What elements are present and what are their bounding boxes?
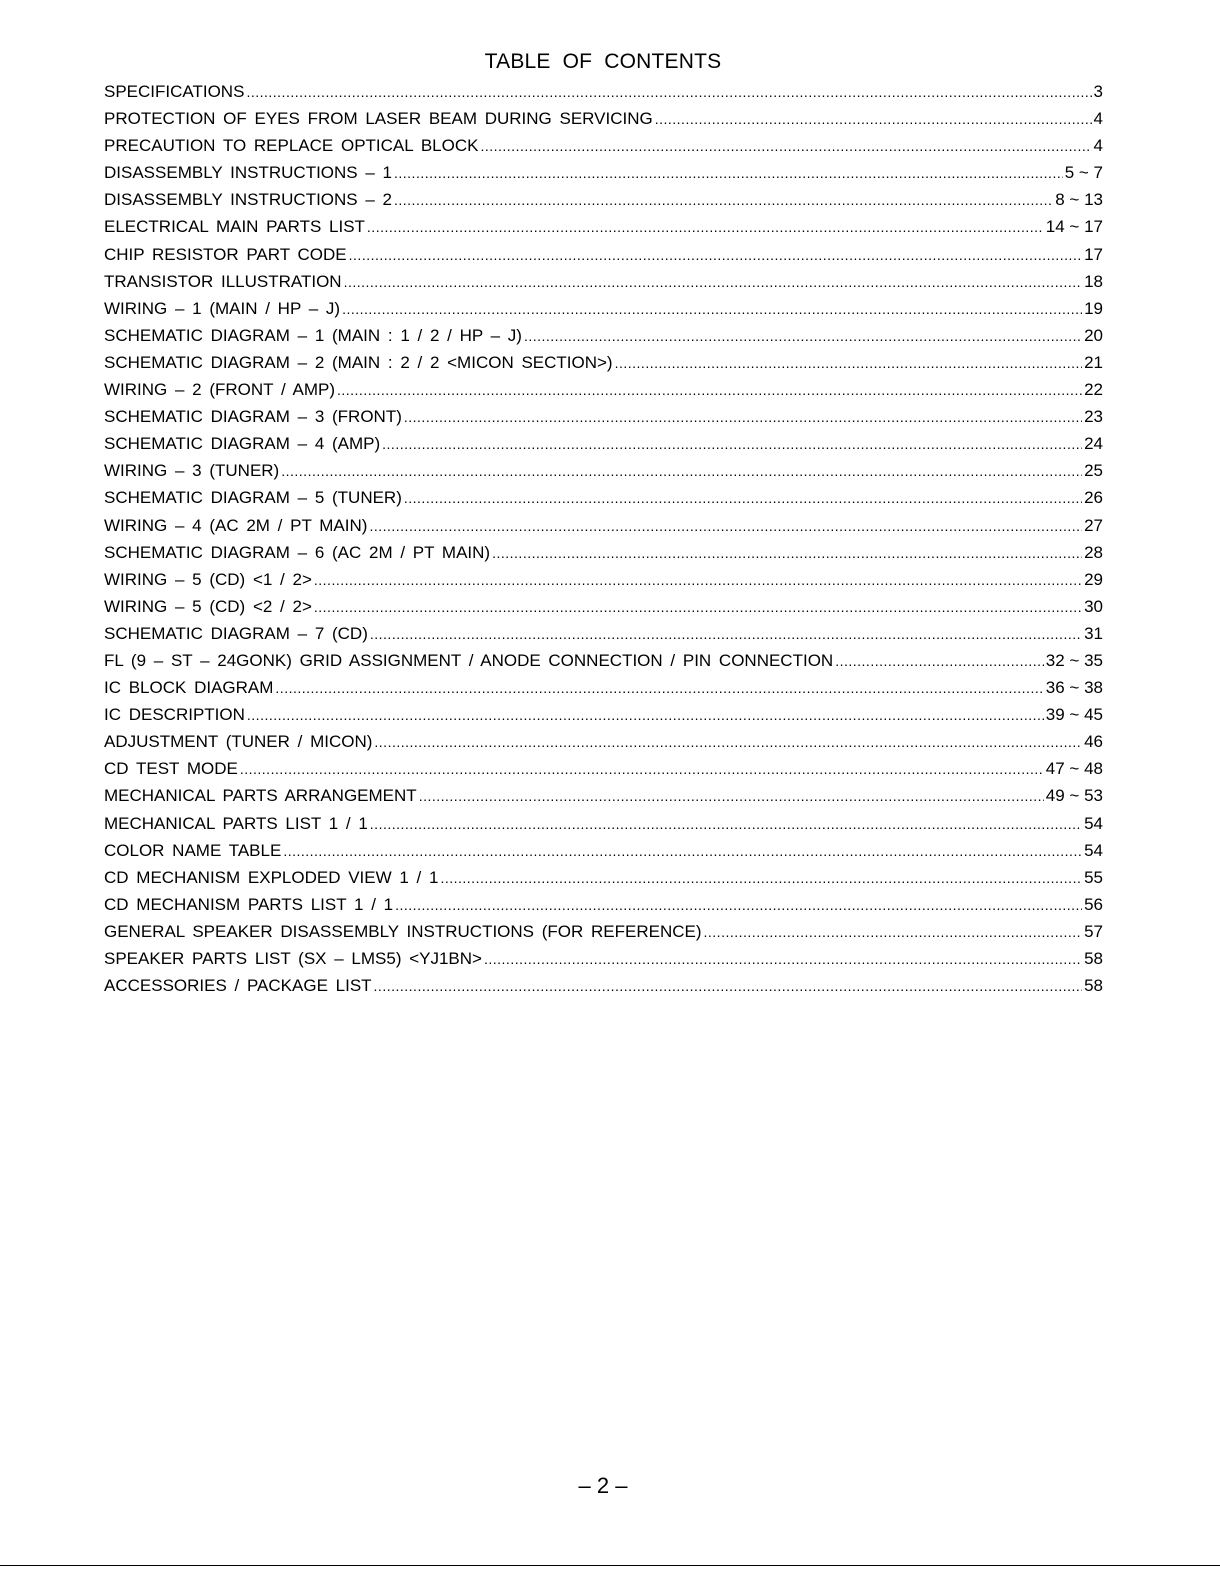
toc-entry-title: PRECAUTION TO REPLACE OPTICAL BLOCK (104, 136, 479, 156)
toc-entry-title: CD MECHANISM EXPLODED VIEW 1 / 1 (104, 867, 439, 887)
toc-entry-page: 24 (1084, 434, 1103, 454)
toc-entry (104, 105, 1103, 132)
toc-entry-page: 14 ~ 17 (1045, 217, 1103, 237)
toc-entry (104, 918, 1103, 945)
toc-entry-title: GENERAL SPEAKER DISASSEMBLY INSTRUCTIONS (FOR REFERENCE) (104, 921, 702, 941)
toc-entry (104, 566, 1103, 593)
dot-leader (374, 973, 1083, 1000)
toc-entry (104, 213, 1103, 240)
dot-leader (394, 187, 1053, 214)
dot-leader (615, 350, 1082, 377)
toc-entry (104, 295, 1103, 322)
toc-entry-page: 55 (1084, 867, 1103, 887)
dot-leader (281, 458, 1082, 485)
toc-entry-page: 54 (1084, 813, 1103, 833)
page-title: TABLE OF CONTENTS (484, 50, 722, 73)
dot-leader (524, 323, 1082, 350)
toc-entry-title: ACCESSORIES / PACKAGE LIST (104, 976, 372, 996)
toc-entry-title: SCHEMATIC DIAGRAM – 3 (FRONT) (104, 407, 402, 427)
toc-entry-title: CD MECHANISM PARTS LIST 1 / 1 (104, 894, 394, 914)
dot-leader (655, 106, 1092, 133)
dot-leader (342, 296, 1082, 323)
toc-entry (104, 376, 1103, 403)
toc-entry-page: 5 ~ 7 (1064, 163, 1103, 183)
toc-entry-page: 17 (1084, 244, 1103, 264)
toc-entry-page: 19 (1084, 298, 1103, 318)
toc-entry-title: SCHEMATIC DIAGRAM – 6 (AC 2M / PT MAIN) (104, 542, 491, 562)
dot-leader (283, 838, 1082, 865)
toc-entry-title: WIRING – 2 (FRONT / AMP) (104, 380, 335, 400)
dot-leader (370, 621, 1082, 648)
dot-leader (275, 675, 1043, 702)
toc-entry (104, 512, 1103, 539)
toc-entry (104, 728, 1103, 755)
toc-entry-title: SPEAKER PARTS LIST (SX – LMS5) <YJ1BN> (104, 949, 482, 968)
toc-entry-title: DISASSEMBLY INSTRUCTIONS – 2 (104, 190, 392, 210)
toc-entry-title: TRANSISTOR ILLUSTRATION (104, 271, 342, 291)
toc-entry-title: SCHEMATIC DIAGRAM – 4 (AMP) (104, 434, 381, 454)
dot-leader (404, 485, 1082, 512)
toc-entry-page: 3 (1093, 82, 1103, 101)
dot-leader (835, 648, 1044, 675)
toc-entry-title: SCHEMATIC DIAGRAM – 1 (MAIN : 1 / 2 / HP – J) (104, 325, 522, 345)
dot-leader (367, 214, 1044, 241)
toc-entry-page: 32 ~ 35 (1045, 650, 1103, 670)
toc-entry-title: SCHEMATIC DIAGRAM – 7 (CD) (104, 623, 368, 643)
toc-entry (104, 620, 1103, 647)
toc-entry-page: 57 (1084, 921, 1103, 941)
toc-entry (104, 674, 1103, 701)
toc-entry-page: 4 (1093, 136, 1103, 156)
dot-leader (404, 404, 1082, 431)
toc-entry-title: PROTECTION OF EYES FROM LASER BEAM DURING SERVICING (104, 109, 653, 129)
toc-entry (104, 701, 1103, 728)
dot-leader (349, 242, 1082, 269)
toc-entry-title: MECHANICAL PARTS ARRANGEMENT (104, 786, 417, 806)
toc-entry-page: 25 (1084, 461, 1103, 481)
toc-entry (104, 159, 1103, 186)
toc-entry-page: 54 (1084, 840, 1103, 860)
toc-entry-title: ADJUSTMENT (TUNER / MICON) (104, 732, 373, 752)
toc-entry-page: 20 (1084, 325, 1103, 345)
dot-leader (344, 269, 1083, 296)
toc-entry (104, 403, 1103, 430)
toc-entry-title: CD TEST MODE (104, 759, 238, 779)
toc-entry-page: 30 (1084, 596, 1103, 616)
dot-leader (492, 540, 1082, 567)
toc-entry-page: 29 (1084, 569, 1103, 589)
toc-entry-page: 21 (1084, 352, 1103, 372)
toc-entry-page: 49 ~ 53 (1045, 786, 1103, 806)
toc-entry-title: WIRING – 5 (CD) <1 / 2> (104, 569, 312, 589)
toc-entry-title: DISASSEMBLY INSTRUCTIONS – 1 (104, 163, 392, 183)
toc-entry (104, 241, 1103, 268)
dot-leader (440, 865, 1082, 892)
toc-entry-title: WIRING – 3 (TUNER) (104, 461, 280, 481)
toc-entry-page: 58 (1084, 976, 1103, 996)
toc-entry (104, 593, 1103, 620)
toc-entry-title: SCHEMATIC DIAGRAM – 5 (TUNER) (104, 488, 402, 508)
dot-leader (370, 811, 1082, 838)
toc-entry-title: MECHANICAL PARTS LIST 1 / 1 (104, 813, 368, 833)
toc-entry (104, 647, 1103, 674)
dot-leader (480, 133, 1091, 160)
toc-entry (104, 755, 1103, 782)
toc-entry (104, 132, 1103, 159)
table-of-contents (104, 78, 1103, 999)
dot-leader (246, 79, 1091, 106)
toc-entry (104, 430, 1103, 457)
page-number: – 2 – (578, 1473, 628, 1498)
dot-leader (247, 702, 1044, 729)
toc-entry-title: WIRING – 1 (MAIN / HP – J) (104, 298, 341, 318)
toc-entry-page: 56 (1084, 894, 1103, 914)
toc-entry (104, 349, 1103, 376)
dot-leader (369, 513, 1082, 540)
toc-entry (104, 186, 1103, 213)
toc-entry-page: 58 (1084, 949, 1103, 968)
toc-entry-title: SPECIFICATIONS (104, 82, 245, 101)
toc-entry-page: 28 (1084, 542, 1103, 562)
toc-entry-page: 26 (1084, 488, 1103, 508)
toc-entry (104, 864, 1103, 891)
bottom-divider (0, 1565, 1220, 1566)
toc-entry-page: 31 (1084, 623, 1103, 643)
toc-entry-page: 47 ~ 48 (1045, 759, 1103, 779)
toc-entry-page: 8 ~ 13 (1055, 190, 1103, 210)
toc-entry-page: 39 ~ 45 (1045, 705, 1103, 725)
toc-entry-title: CHIP RESISTOR PART CODE (104, 244, 347, 264)
dot-leader (704, 919, 1083, 946)
toc-entry-title: WIRING – 4 (AC 2M / PT MAIN) (104, 515, 368, 535)
toc-entry-page: 18 (1084, 271, 1103, 291)
toc-entry-title: IC BLOCK DIAGRAM (104, 678, 274, 698)
dot-leader (394, 160, 1063, 187)
toc-entry (104, 322, 1103, 349)
dot-leader (395, 892, 1082, 919)
toc-entry (104, 945, 1103, 972)
toc-entry-title: FL (9 – ST – 24GONK) GRID ASSIGNMENT / ANODE CONNECTION / PIN CONNECTION (104, 650, 834, 670)
toc-entry (104, 972, 1103, 999)
toc-entry (104, 78, 1103, 105)
dot-leader (419, 783, 1044, 810)
dot-leader (374, 729, 1082, 756)
dot-leader (484, 946, 1082, 973)
toc-entry-page: 23 (1084, 407, 1103, 427)
dot-leader (314, 567, 1082, 594)
toc-entry-page: 36 ~ 38 (1045, 678, 1103, 698)
toc-entry-page: 46 (1084, 732, 1103, 752)
toc-entry-page: 22 (1084, 380, 1103, 400)
dot-leader (240, 756, 1044, 783)
dot-leader (382, 431, 1082, 458)
dot-leader (337, 377, 1082, 404)
toc-entry (104, 810, 1103, 837)
toc-entry (104, 782, 1103, 809)
dot-leader (314, 594, 1082, 621)
toc-entry (104, 891, 1103, 918)
toc-entry-title: IC DESCRIPTION (104, 705, 245, 725)
toc-entry-title: ELECTRICAL MAIN PARTS LIST (104, 217, 365, 237)
toc-entry (104, 539, 1103, 566)
toc-entry-title: WIRING – 5 (CD) <2 / 2> (104, 596, 312, 616)
toc-entry (104, 457, 1103, 484)
toc-entry (104, 837, 1103, 864)
toc-entry-title: COLOR NAME TABLE (104, 840, 282, 860)
toc-entry-page: 4 (1093, 109, 1103, 129)
toc-entry-page: 27 (1084, 515, 1103, 535)
toc-entry-title: SCHEMATIC DIAGRAM – 2 (MAIN : 2 / 2 <MICON SECTION>) (104, 352, 613, 372)
toc-entry (104, 268, 1103, 295)
toc-entry (104, 484, 1103, 511)
